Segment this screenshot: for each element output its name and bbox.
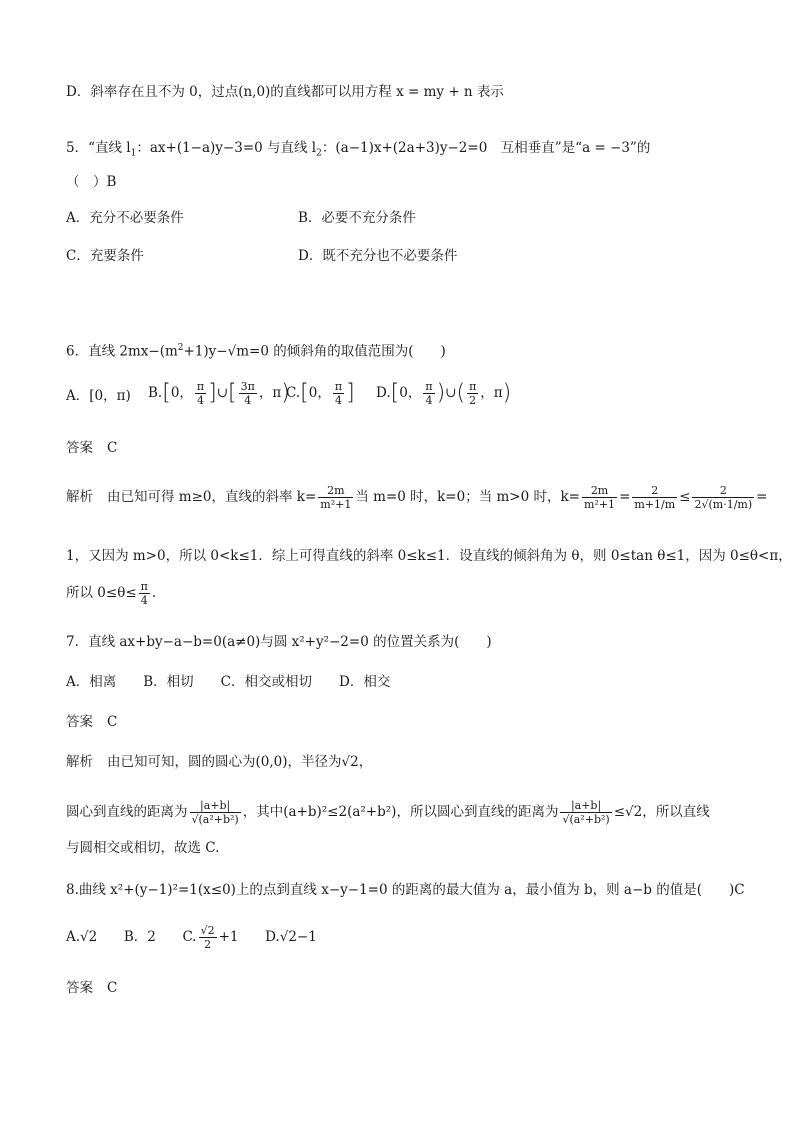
q5-option-d: D．既不充分也不必要条件 [298, 248, 458, 264]
q6-frac5: $\frac{\pi}{4}$ [140, 580, 148, 607]
q6-analysis-text-a: 由已知可得 m≥0，直线的斜率 k= [107, 489, 317, 505]
q6-c-frac-pi4: $\frac{\pi}{4}$ [334, 380, 343, 407]
q8-option-b: B．2 [123, 929, 156, 945]
right-bracket-icon: ] [346, 380, 355, 406]
right-paren-icon: ) [436, 380, 446, 406]
q7-analysis-2a: 圆心到直线的距离为 [66, 804, 188, 820]
left-bracket-icon: [ [390, 380, 400, 406]
q6-stem-b: +1)y−√m=0 的倾斜角的取值范围为( ) [183, 343, 446, 360]
q8-answer [66, 978, 754, 998]
q6-b-union: ∪ [216, 385, 229, 401]
q7-analysis-line3: 与圆相交或相切，故选 C. [66, 840, 220, 856]
q5-stem-a: 5．“直线 l [66, 140, 131, 156]
q5-blank: （ ）B [66, 174, 117, 190]
q7-options: A．相离 B．相切 C．相交或相切 D．相交 [66, 674, 391, 690]
q6-d-prefix: D. [376, 385, 391, 401]
q6-stem [66, 338, 754, 362]
q8-option-a: A.√2 [66, 929, 98, 945]
analysis-label: 解析 [66, 754, 93, 770]
q8-option-d: D.√2−1 [265, 929, 317, 945]
q6-c-zero: 0， [308, 385, 331, 401]
q6-sup: 2 [177, 343, 184, 353]
q5-stem-b: ：ax+(1−a)y−3=0 与直线 l [136, 140, 317, 156]
q6-c-prefix: C. [286, 385, 301, 401]
q7-stem: 7．直线 ax+by−a−b=0(a≠0)与圆 x²+y²−2=0 的位置关系为( ) [66, 634, 492, 650]
q5-sub2: 2 [316, 148, 322, 159]
q6-analysis-line1 [66, 482, 768, 512]
q5-stem-c: ：(a−1)x+(2a+3)y−2=0 互相垂直”是“a = −3”的 [321, 140, 651, 156]
answer-value: C [107, 714, 118, 730]
left-paren-icon: ( [456, 380, 466, 406]
q7-analysis-2b: ，其中(a+b)²≤2(a²+b²)，所以圆心到直线的距离为 [242, 804, 559, 820]
q6-b-zero: 0， [170, 385, 193, 401]
analysis-label: 解析 [66, 489, 93, 505]
q6-analysis-3b: . [151, 585, 157, 601]
q6-option-a: A．[0，π) [66, 388, 131, 404]
q4-option-d: D．斜率存在且不为 0，过点(n,0)的直线都可以用方程 x = my + n 表示 [66, 84, 504, 100]
q6-b-comma-pi: ，π [258, 385, 282, 401]
q7-dist-frac: $\frac{|a+b|}{\text{√(a²+b²)}}$ [191, 799, 239, 826]
q6-frac3: $\frac{2}{m+1/m}$ [634, 484, 676, 511]
q5-stem [66, 138, 754, 164]
q6-eq: = [619, 489, 631, 505]
q6-b-frac-3pi4: $\frac{3\pi}{4}$ [240, 380, 255, 407]
q6-option-c [286, 378, 355, 409]
q6-d-union: ∪ [445, 385, 457, 401]
q6-eq2: = [756, 489, 768, 505]
q5-option-c: C．充要条件 [66, 248, 144, 264]
right-bracket-icon: ] [208, 380, 217, 406]
q5-option-a: A．充分不必要条件 [66, 210, 184, 226]
answer-value: C [107, 980, 118, 996]
q6-option-b [148, 378, 290, 409]
q8-stem: 8.曲线 x²+(y−1)²=1(x≤0)上的点到直线 x−y−1=0 的距离的最大值为 a，最小值为 b，则 a−b 的值是( )C [66, 882, 745, 898]
right-paren-icon: ) [502, 380, 512, 406]
q6-frac1: $\frac{2m}{\text{m²+1}}$ [320, 484, 352, 511]
q8-options [66, 922, 754, 952]
q7-analysis-2c: ≤√2，所以直线 [613, 804, 710, 820]
q6-d-zero: 0， [399, 385, 422, 401]
q5-sub1: 1 [130, 148, 137, 159]
answer-label: 答案 [66, 980, 93, 996]
q6-analysis-3a: 所以 0≤θ≤ [66, 585, 137, 601]
q7-answer [66, 712, 754, 732]
answer-label: 答案 [66, 440, 93, 456]
q6-frac4: $\frac{2}{2√(m\cdot 1/m)}$ [694, 484, 753, 511]
answer-value: C [107, 440, 118, 456]
q6-frac2: $\frac{2m}{\text{m²+1}}$ [584, 484, 616, 511]
q6-b-frac-pi4: $\frac{\pi}{4}$ [196, 380, 205, 407]
q6-d-frac-pi4: $\frac{\pi}{4}$ [425, 380, 433, 407]
q8-option-c: C. $\frac{√2}{2}$ +1 [182, 924, 239, 951]
q7-analysis-1: 由已知可知，圆的圆心为(0,0)，半径为√2， [107, 754, 373, 770]
q7-analysis-line1 [66, 752, 754, 772]
q6-answer [66, 438, 754, 458]
left-bracket-icon: [ [228, 380, 237, 406]
q6-d-comma-pi: ，π [480, 385, 503, 401]
right-paren-icon: ) [281, 380, 290, 406]
q5-option-b: B．必要不充分条件 [298, 210, 416, 226]
left-bracket-icon: [ [162, 380, 171, 406]
answer-label: 答案 [66, 714, 93, 730]
q7-dist-frac-2: $\frac{|a+b|}{\text{√(a²+b²)}}$ [562, 799, 610, 826]
q6-analysis-text-b: 当 m=0 时，k=0；当 m>0 时，k= [355, 489, 580, 505]
q6-analysis-line2: 1，又因为 m>0，所以 0<k≤1．综上可得直线的斜率 0≤k≤1．设直线的倾斜角为 θ，则 0≤tan θ≤1，因为 0≤θ<π， [66, 548, 792, 564]
q6-le: ≤ [679, 489, 691, 505]
q6-option-d [376, 378, 511, 409]
q6-stem-a: 6．直线 2mx−(m [66, 343, 178, 360]
q6-analysis-line3 [66, 578, 754, 608]
left-bracket-icon: [ [300, 380, 309, 406]
q7-analysis-line2 [66, 796, 754, 828]
q6-b-prefix: B. [148, 385, 163, 401]
q6-d-frac-pi2: $\frac{\pi}{2}$ [469, 380, 477, 407]
